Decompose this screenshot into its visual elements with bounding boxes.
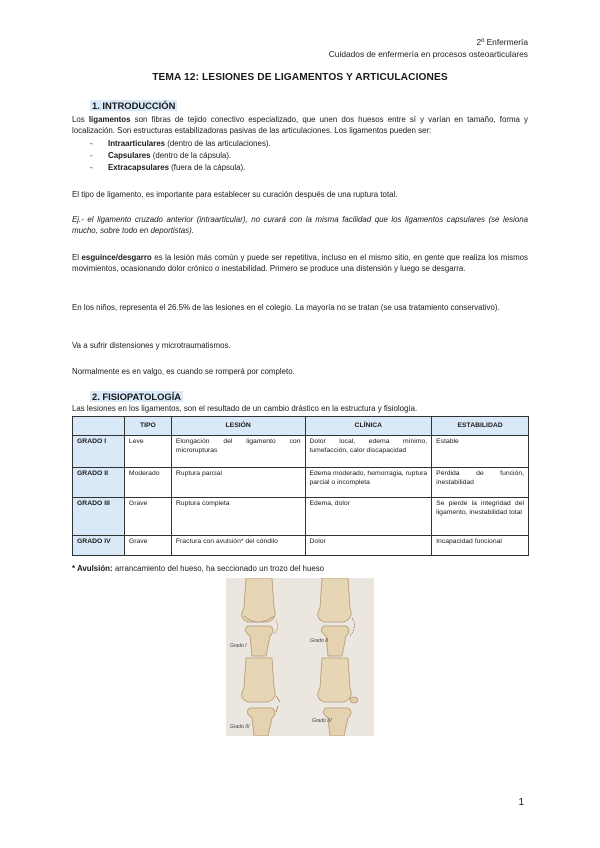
tipo-cell: Moderado bbox=[124, 468, 171, 498]
table-header-cell bbox=[73, 417, 125, 436]
table-header-cell: LESIÓN bbox=[171, 417, 305, 436]
footnote-avulsion: * Avulsión: arrancamiento del hueso, ha seccionado un trozo del hueso bbox=[72, 564, 325, 573]
estabilidad-cell: Se pierde la integridad del ligamento, inestabilidad total bbox=[432, 498, 529, 536]
header-course: 2º Enfermería bbox=[476, 37, 528, 47]
figure-label: Grado II bbox=[310, 638, 329, 644]
header-subject: Cuidados de enfermería en procesos osteoarticulares bbox=[328, 49, 528, 59]
table-row bbox=[73, 436, 529, 468]
table-row bbox=[73, 498, 529, 536]
figure-label: Grado I bbox=[230, 643, 247, 649]
grade-cell: GRADO I bbox=[73, 436, 125, 468]
clinica-cell: Edema, dolor bbox=[305, 498, 432, 536]
table-header-cell: TIPO bbox=[124, 417, 171, 436]
table-header-cell: ESTABILIDAD bbox=[432, 417, 529, 436]
intro-paragraph-6: Va a sufrir distensiones y microtraumatismos. bbox=[72, 341, 231, 350]
table-header-cell: CLÍNICA bbox=[305, 417, 432, 436]
figure-label: Grado III bbox=[230, 724, 250, 730]
knee-illustration bbox=[226, 578, 374, 736]
bullet-item: - Intraarticulares (dentro de las articulaciones). bbox=[90, 139, 271, 148]
page-number: 1 bbox=[518, 797, 524, 808]
bullet-item: - Extracapsulares (fuera de la cápsula). bbox=[90, 163, 246, 172]
grade-cell: GRADO III bbox=[73, 498, 125, 536]
intro-example-paragraph: Ej.- el ligamento cruzado anterior (intraarticular), no curará con la misma facilidad que los ligamentos capsulares (se lesiona mucho, sobre todo en deportistas). bbox=[72, 215, 528, 236]
lesion-cell: Fractura con avulsión* del cóndilo bbox=[171, 536, 305, 556]
figure-label: Grado IV bbox=[312, 718, 333, 724]
knee-grades-figure bbox=[226, 578, 374, 736]
estabilidad-cell: Estable bbox=[432, 436, 529, 468]
lesion-cell: Ruptura completa bbox=[171, 498, 305, 536]
clinica-cell: Dolor bbox=[305, 536, 432, 556]
intro-paragraph-4: El esguince/desgarro es la lesión más común y puede ser repetitiva, incluso en el mismo sitio, en gente que realiza los mismos movimientos, ocasionando dolor crónico o inestabilidad. Primero se produce una distensión y luego se desgarra. bbox=[72, 253, 528, 274]
bullet-item: - Capsulares (dentro de la cápsula). bbox=[90, 151, 232, 160]
clinica-cell: Edema moderado, hemorragia, ruptura parcial o incompleta bbox=[305, 468, 432, 498]
page-title: TEMA 12: LESIONES DE LIGAMENTOS Y ARTICULACIONES bbox=[152, 72, 448, 83]
lesion-cell: Ruptura parcial bbox=[171, 468, 305, 498]
intro-paragraph-5: En los niños, representa el 26.5% de las lesiones en el colegio. La mayoría no se tratan (se usa tratamiento conservativo). bbox=[72, 303, 500, 312]
intro-paragraph-2: El tipo de ligamento, es importante para establecer su curación después de una ruptura total. bbox=[72, 190, 398, 199]
table-row bbox=[73, 468, 529, 498]
fisio-paragraph-1: Las lesiones en los ligamentos, son el resultado de un cambio drástico en la estructura y fisiología. bbox=[72, 404, 418, 413]
term-ligamentos: ligamentos bbox=[88, 115, 131, 124]
table-header-row bbox=[73, 417, 529, 436]
intro-paragraph-7: Normalmente es en valgo, es cuando se romperá por completo. bbox=[72, 367, 295, 376]
grades-table bbox=[72, 416, 529, 556]
tipo-cell: Leve bbox=[124, 436, 171, 468]
grade-cell: GRADO II bbox=[73, 468, 125, 498]
grade-cell: GRADO IV bbox=[73, 536, 125, 556]
section-heading-introduccion: 1. INTRODUCCIÓN bbox=[92, 100, 176, 111]
estabilidad-cell: Pérdida de función, inestabilidad bbox=[432, 468, 529, 498]
term-esguince: esguince/desgarro bbox=[81, 253, 152, 262]
section-heading-fisiopatologia: 2. FISIOPATOLOGÍA bbox=[92, 391, 182, 402]
estabilidad-cell: Incapacidad funcional bbox=[432, 536, 529, 556]
clinica-cell: Dolor local, edema mínimo, tumefacción, calor discapacidad bbox=[305, 436, 432, 468]
tipo-cell: Grave bbox=[124, 536, 171, 556]
table-row bbox=[73, 536, 529, 556]
tipo-cell: Grave bbox=[124, 498, 171, 536]
intro-paragraph-1: Los ligamentos son fibras de tejido conectivo especializado, que unen dos huesos entre sí y varían en tamaño, forma y localización. Son estructuras estabilizadoras pasivas de las articulaciones. Los ligamentos pueden ser: bbox=[72, 115, 529, 136]
lesion-cell: Elongación del ligamento con microrupturas bbox=[171, 436, 305, 468]
